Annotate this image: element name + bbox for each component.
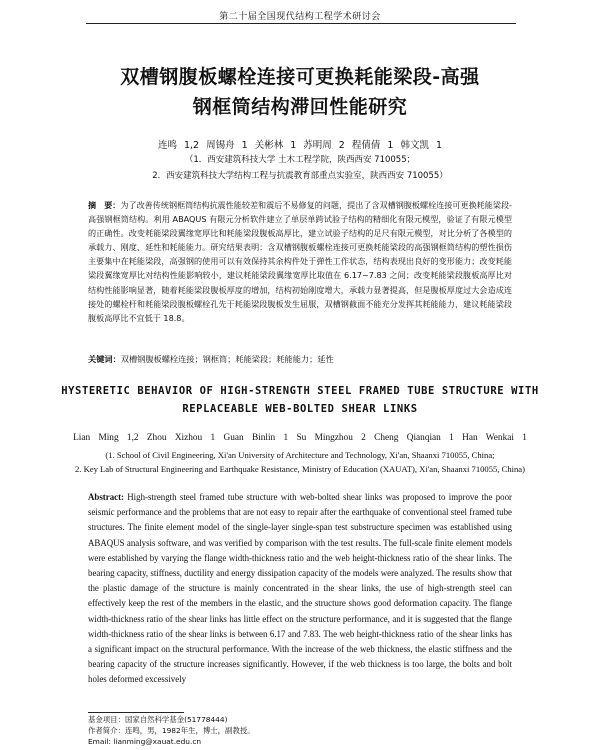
- footnote-rule: [88, 712, 184, 713]
- english-abstract-label: Abstract:: [88, 492, 124, 502]
- chinese-abstract-label: 摘 要：: [88, 200, 121, 210]
- chinese-affiliation-1: （1．西安建筑科技大学 土木工程学院，陕西西安 710055；: [184, 155, 416, 165]
- english-affiliation-2: 2. Key Lab of Structural Engineering and Earthquake Resistance, Ministry of Education (XAUAT), Xi'an, Shaanxi 710055, China): [75, 464, 525, 474]
- chinese-title-line-2: 钢框筒结构滞回性能研究: [192, 96, 408, 118]
- english-affiliation-1: (1. School of Civil Engineering, Xi'an University of Architecture and Technology, Xi'an, Shaanxi 710055, China;: [105, 450, 495, 460]
- running-head: 第二十届全国现代结构工程学术研讨会: [219, 12, 381, 22]
- english-title-line-2: REPLACEABLE WEB-BOLTED SHEAR LINKS: [182, 403, 418, 415]
- chinese-authors: 连鸣 1,2 周锡舟 1 关彬林 1 苏明周 2 程倩倩 1 韩文凯 1: [157, 140, 443, 151]
- chinese-title-line-1: 双槽钢腹板螺栓连接可更换耗能梁段-高强: [120, 66, 480, 88]
- footnote-email: Email: lianming@xauat.edu.cn: [88, 737, 202, 746]
- chinese-affiliation-2: 2．西安建筑科技大学结构工程与抗震教育部重点实验室，陕西西安 710055）: [152, 171, 448, 181]
- english-authors: Lian Ming 1,2 Zhou Xizhou 1 Guan Binlin 1 Su Mingzhou 2 Cheng Qianqian 1 Han Wenkai 1: [73, 433, 527, 443]
- chinese-abstract-text: 为了改善传统钢框筒结构抗震性能较差和震后不易修复的问题，提出了含双槽钢腹板螺栓连接可更换耗能梁段-高强钢框筒结构。利用 ABAQUS 有限元分析软件建立了单层单跨试验子结构的精细化有限元模型，验证了有限元模型的正确性。改变耗能梁段翼缘宽厚比和耗能梁段腹板高厚比，建立试验子结构的足尺有限元模型，对比分析了各模型的承载力、刚度、延性和耗能能力。研究结果表明：含双槽钢腹板螺栓连接可更换耗能梁段的高强钢框筒结构的塑性损伤主要集中在耗能梁段，高强钢的使用可以有效保持其余构件处于弹性工作状态，结构表现出良好的变形能力；改变耗能梁段翼缘宽厚比对结构性能影响较小，建议耗能梁段翼缘宽厚比取值在 6.17~7.83 之间；改变耗能梁段腹板高厚比对结构性能影响显著，随着耗能梁段腹板厚度的增加，结构初始刚度增大，承载力显著提高，但是腹板厚度过大会造成连接处的螺栓杆和耗能梁段腹板螺栓孔先于耗能梁段腹板发生屈服，双槽钢截面不能充分发挥其耗能能力，建议耗能梁段腹板高厚比不宜低于 18.8。: [88, 200, 512, 323]
- english-abstract: [88, 490, 512, 688]
- footnote-funding: 基金项目：国家自然科学基金(51778444): [88, 715, 228, 724]
- chinese-abstract: [88, 198, 512, 325]
- chinese-keywords: [88, 354, 512, 365]
- chinese-keywords-label: 关键词：: [88, 354, 121, 364]
- chinese-keywords-text: 双槽钢腹板螺栓连接；钢框筒；耗能梁段；耗能能力；延性: [120, 354, 334, 364]
- english-title-line-1: HYSTERETIC BEHAVIOR OF HIGH-STRENGTH STEEL FRAMED TUBE STRUCTURE WITH: [61, 385, 539, 397]
- english-abstract-text: High-strength steel framed tube structure with web-bolted shear links was proposed to improve the poor seismic performance and the problems that are not easy to repair after the earthquake of conventional steel framed tube structures. The finite element model of the single-layer single-span test substructure specimen was established using ABAQUS analysis software, and was verified by comparison with the test results. The full-scale finite element models were established by varying the flange width-thickness ratio and the web height-thickness ratio of the shear links. The bearing capacity, stiffness, ductility and energy dissipation capacity of the models were analyzed. The results show that the plastic damage of the structure is mainly concentrated in the shear links, the use of high-strength steel can effectively keep the rest of the members in the elastic, and the structure shows good deformation capacity. The flange width-thickness ratio of the shear links has little effect on the structure performance, and it is suggested that the flange width-thickness ratio of the shear links is between 6.17 and 7.83. The web height-thickness ratio of the shear links has a significant impact on the structural performance. With the increase of the web thickness, the elastic stiffness and the bearing capacity of the structure increases significantly. However, if the web thickness is too large, the bolts and bolt holes deformed excessively: [88, 492, 512, 685]
- header-rule: [86, 23, 516, 24]
- footnote-author-bio: 作者简介：连鸣，男，1982年生，博士，副教授。: [88, 726, 255, 735]
